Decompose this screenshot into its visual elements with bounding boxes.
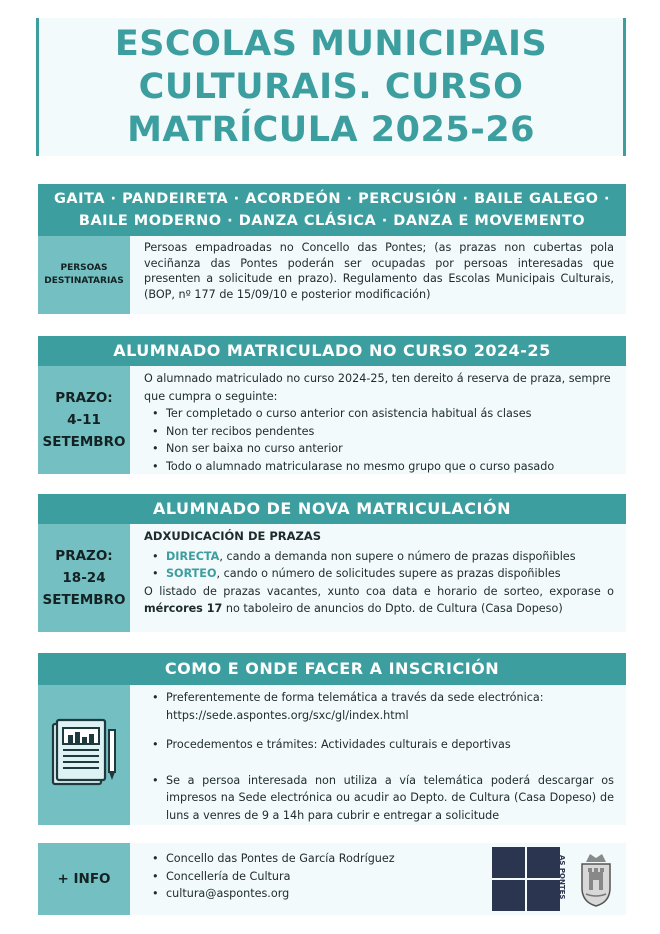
enrolled-heading: ALUMNADO MATRICULADO NO CURSO 2024-25 [38,336,626,366]
vacancies-note [144,583,614,618]
info-content [130,843,626,915]
page-title-line-1: ESCOLAS MUNICIPAIS [114,23,548,64]
sede-url: https://sede.aspontes.org/sxc/gl/index.html [166,708,409,722]
list-item: • Todo o alumnado matricularase no mesmo grupo que o curso pasado [144,458,614,476]
list-item: • Non ter recibos pendentes [144,423,614,441]
vacancies-note-start: O listado de prazas vacantes, xunto coa data e horario de sorteo, exporase o [144,584,614,598]
list-item: • Procedementos e trámites: Actividades culturais e deportivas [144,736,614,754]
list-item [144,548,614,566]
how-heading: COMO E ONDE FACER A INSCRICIÓN [38,653,626,685]
enrolled-deadline-line-1: PRAZO: [55,390,113,406]
new-enrollment-heading: ALUMNADO DE NOVA MATRICULACIÓN [38,494,626,524]
new-enrollment-content [130,524,626,632]
allocation-subheading: ADXUDICACIÓN DE PRAZAS [144,529,322,543]
vacancies-note-end: no taboleiro de anuncios do Dpto. de Cultura (Casa Dopeso) [222,602,563,615]
recipients-label-line-1: PERSOAS [60,263,108,273]
disciplines-line-2: BAILE MODERNO · DANZA CLÁSICA · DANZA E MOVEMENTO [78,213,586,229]
page-title-line-2: CULTURAIS. CURSO [138,66,524,107]
vacancies-note-date: mércores 17 [144,602,223,615]
municipal-crest-icon [576,850,616,908]
enrolled-intro: O alumnado matriculado no curso 2024-25, ten dereito á reserva de praza, sempre que cumpra o seguinte: [144,372,611,403]
logos [492,847,616,911]
new-enrollment-deadline-line-1: PRAZO: [55,548,113,564]
allocation-list [144,548,614,583]
enrolled-row [38,366,626,474]
page-title-line-3: MATRÍCULA 2025-26 [127,109,535,150]
allocation-draw-text: , cando o número de solicitudes supere as prazas dispoñibles [216,567,561,580]
form-illustration [38,685,130,825]
info-row [38,843,626,915]
new-enrollment-row [38,524,626,632]
allocation-direct-key: DIRECTA [166,549,220,563]
list-item [144,565,614,583]
recipients-row [38,236,626,314]
form-document-icon [47,718,121,792]
list-item: • Concellería de Cultura [144,868,614,886]
disciplines-band [38,184,626,236]
list-item [144,689,614,724]
how-list [144,689,614,824]
cultura-logo [492,847,566,911]
cultura-logo-subtext: AS PONTES [558,855,566,900]
info-label: + INFO [38,843,130,915]
allocation-direct-text: , cando a demanda non supere o número de prazas dispoñibles [219,549,576,563]
disciplines-line-1: GAITA · PANDEIRETA · ACORDEÓN · PERCUSIÓN · BAILE GALEGO · [53,191,611,207]
new-enrollment-deadline-line-3: SETEMBRO [42,592,126,608]
how-row [38,685,626,825]
list-item: • cultura@aspontes.org [144,885,614,903]
enrolled-requirements [144,405,614,475]
list-item: • Concello das Pontes de García Rodríguez [144,850,614,868]
title-box [36,18,626,156]
recipients-label-line-2: DESTINATARIAS [44,276,124,286]
enrolled-deadline [38,366,130,474]
enrolled-deadline-line-2: 4-11 [67,412,101,428]
recipients-text: Persoas empadroadas no Concello das Pontes; (as prazas non cubertas pola veciñanza das Pontes poderán ser ocupadas por persoas interesadas que presenten a solicitude en prazo). Regulamento das Escolas Municipais Culturais,(BOP, nº 177 de 15/09/10 e posterior modificación) [130,236,626,314]
list-item: • Non ser baixa no curso anterior [144,440,614,458]
list-item: • Se a persoa interesada non utiliza a vía telemática poderá descargar os impresos na Sede electrónica ou acudir ao Depto. de Cultura (Casa Dopeso) de luns a venres de 9 a 14h para cubrir e entregar a solicitude [144,772,614,825]
list-item: • Ter completado o curso anterior con asistencia habitual ás clases [144,405,614,423]
enrolled-deadline-line-3: SETEMBRO [42,434,126,450]
how-content [130,685,626,825]
recipients-label [38,236,130,314]
new-enrollment-deadline [38,524,130,632]
enrolled-content [130,366,626,474]
new-enrollment-deadline-line-2: 18-24 [62,570,106,586]
how-item-1: • Preferentemente de forma telemática a través da sede electrónica: [166,691,544,704]
allocation-draw-key: SORTEO [166,567,217,580]
